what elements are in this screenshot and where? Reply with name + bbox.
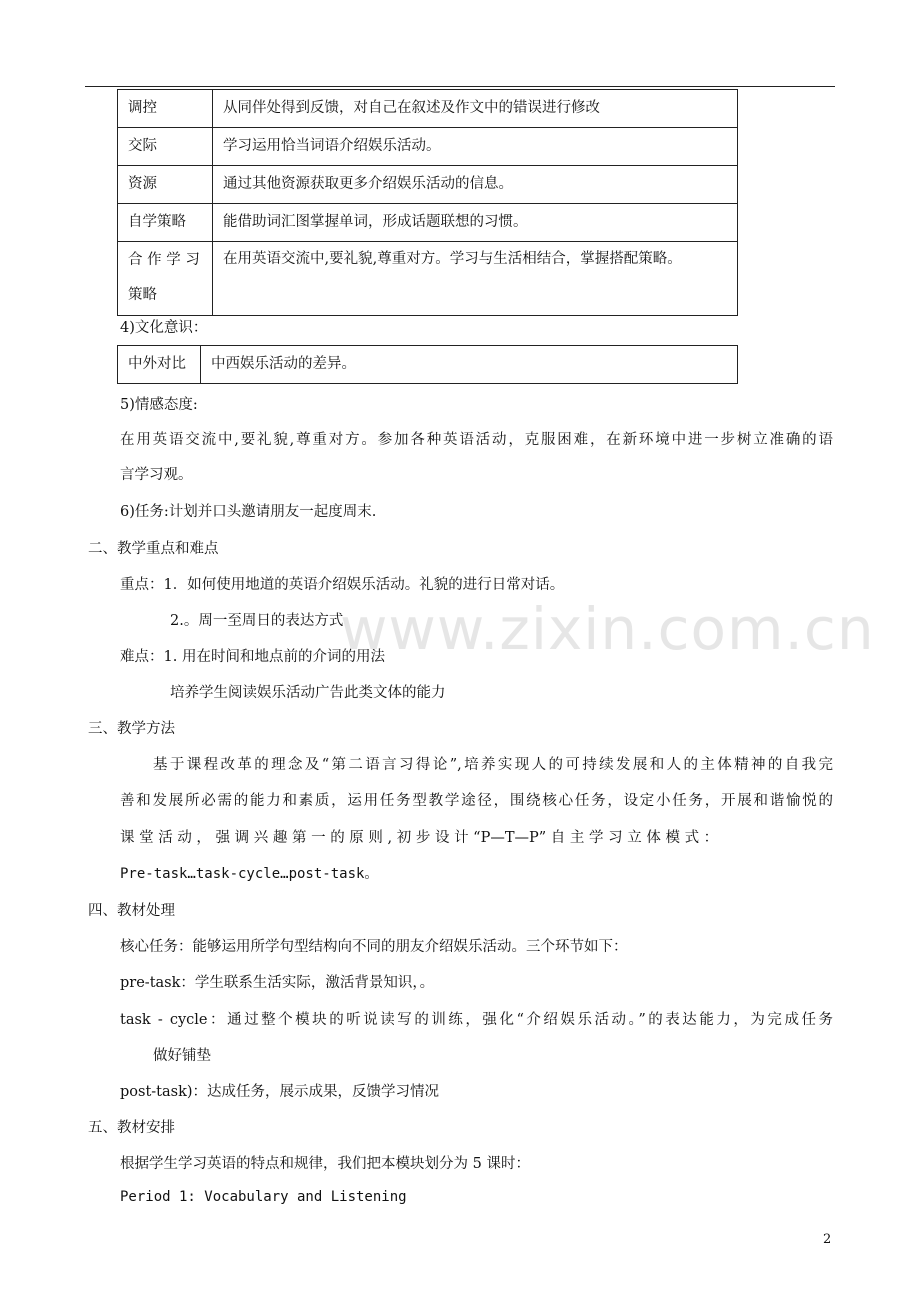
row-key: 资源	[118, 166, 213, 204]
table-row	[118, 90, 738, 128]
strategy-table	[117, 89, 738, 316]
header-rule	[85, 86, 835, 87]
row-value: 通过其他资源获取更多介绍娱乐活动的信息。	[213, 166, 738, 204]
row-value: 学习运用恰当词语介绍娱乐活动。	[213, 128, 738, 166]
method-paragraph-line: 基于课程改革的理念及“第二语言习得论”,培养实现人的可持续发展和人的主体精神的自我完	[153, 757, 833, 773]
table-row	[118, 204, 738, 242]
arrange-line: 根据学生学习英语的特点和规律，我们把本模块划分为 5 课时：	[120, 1156, 530, 1172]
culture-heading: 4)文化意识：	[120, 320, 208, 336]
emotion-paragraph-line: 在用英语交流中,要礼貌,尊重对方。参加各种英语活动，克服困难，在新环境中进一步树立准确的语	[120, 432, 833, 448]
period-line: Period 1: Vocabulary and Listening	[120, 1189, 407, 1205]
key-point-line: 2.。周一至周日的表达方式	[170, 613, 344, 629]
section-heading: 五、教材安排	[88, 1120, 175, 1136]
post-task-line: post-task)：达成任务，展示成果，反馈学习情况	[120, 1084, 440, 1100]
row-key: 交际	[118, 128, 213, 166]
section-heading: 四、教材处理	[88, 903, 175, 919]
task-line: 6)任务:计划并口头邀请朋友一起度周末.	[120, 504, 377, 520]
row-value: 从同伴处得到反馈，对自己在叙述及作文中的错误进行修改	[213, 90, 738, 128]
row-key: 中外对比	[118, 346, 201, 384]
row-value: 在用英语交流中,要礼貌,尊重对方。学习与生活相结合，掌握搭配策略。	[213, 242, 738, 316]
section-heading: 三、教学方法	[88, 721, 175, 737]
difficulty-line: 培养学生阅读娱乐活动广告此类文体的能力	[170, 685, 446, 701]
pre-task-line: pre-task：学生联系生活实际，激活背景知识，。	[120, 975, 435, 991]
section-heading: 二、教学重点和难点	[88, 541, 219, 557]
watermark: www.zixin.com.cn	[340, 595, 875, 663]
row-key	[118, 242, 213, 316]
cycle-line: 做好铺垫	[153, 1048, 211, 1064]
row-key-line1: 合 作 学 习	[128, 252, 200, 268]
culture-table	[117, 345, 738, 384]
row-value: 能借助词汇图掌握单词，形成话题联想的习惯。	[213, 204, 738, 242]
difficulty-line: 难点：1. 用在时间和地点前的介词的用法	[120, 649, 385, 665]
row-key: 调控	[118, 90, 213, 128]
row-value: 中西娱乐活动的差异。	[201, 346, 738, 384]
key-point-line: 重点：1．如何使用地道的英语介绍娱乐活动。礼貌的进行日常对话。	[120, 577, 565, 593]
core-task-line: 核心任务：能够运用所学句型结构向不同的朋友介绍娱乐活动。三个环节如下：	[120, 939, 628, 955]
cycle-line: task - cycle：通过整个模块的听说读写的训练，强化“介绍娱乐活动。”的表达能力，为完成任务	[120, 1012, 833, 1028]
row-key-line2: 策略	[128, 287, 157, 303]
method-paragraph-line: 善和发展所必需的能力和素质，运用任务型教学途径，围绕核心任务，设定小任务，开展和谐愉悦的	[120, 793, 833, 809]
emotion-heading: 5)情感态度:	[120, 397, 198, 413]
table-row	[118, 346, 738, 384]
table-row	[118, 242, 738, 316]
page-number: 2	[823, 1232, 832, 1247]
table-row	[118, 166, 738, 204]
method-paragraph-line: Pre-task…task-cycle…post-task。	[120, 866, 379, 882]
method-paragraph-line: 课 堂 活 动 ， 强 调 兴 趣 第 一 的 原 则 , 初 步 设 计 “P—T—P” 自 主 学 习 立 体 模 式 ：	[120, 830, 719, 846]
table-row	[118, 128, 738, 166]
emotion-paragraph-line: 言学习观。	[120, 467, 193, 483]
row-key: 自学策略	[118, 204, 213, 242]
